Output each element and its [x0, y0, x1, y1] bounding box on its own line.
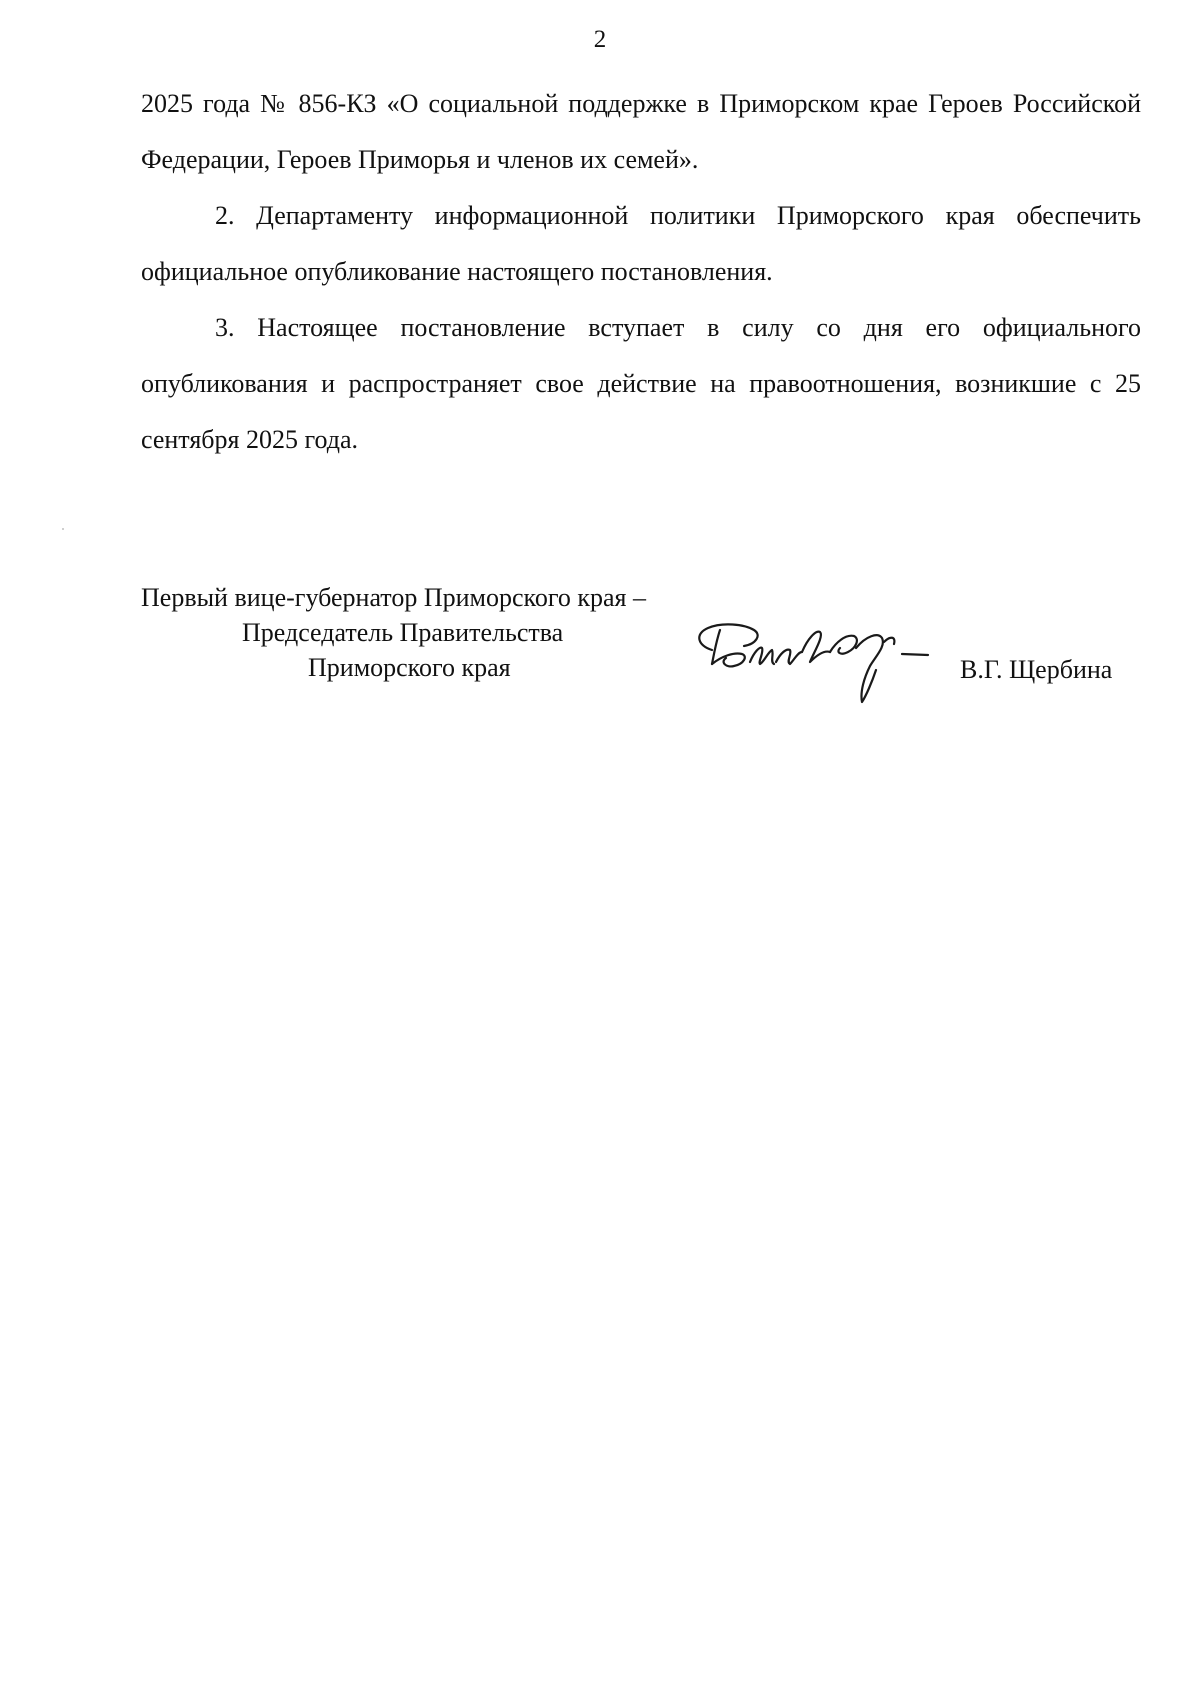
handwritten-signature-icon: [690, 612, 930, 712]
document-body: [141, 76, 1141, 468]
signatory-name: В.Г. Щербина: [960, 655, 1113, 684]
page-number: 2: [593, 26, 607, 53]
paragraph-item-3: 3. Настоящее постановление вступает в силу со дня его официального опубликования и распространяет свое действие на правоотношения, возникшие с 25 сентября 2025 года.: [141, 313, 1141, 454]
signatory-position-line-2: Председатель Правительства: [242, 618, 564, 647]
scan-speck: [62, 528, 64, 530]
signatory-position-line-3: Приморского края: [308, 653, 511, 682]
signatory-position-line-1: Первый вице-губернатор Приморского края –: [141, 583, 646, 612]
paragraph-item-2: 2. Департаменту информационной политики Приморского края обеспечить официальное опубликование настоящего постановления.: [141, 201, 1141, 286]
paragraph-continuation: 2025 года № 856-КЗ «О социальной поддержке в Приморском крае Героев Российской Федерации, Героев Приморья и членов их семей».: [141, 89, 1141, 174]
